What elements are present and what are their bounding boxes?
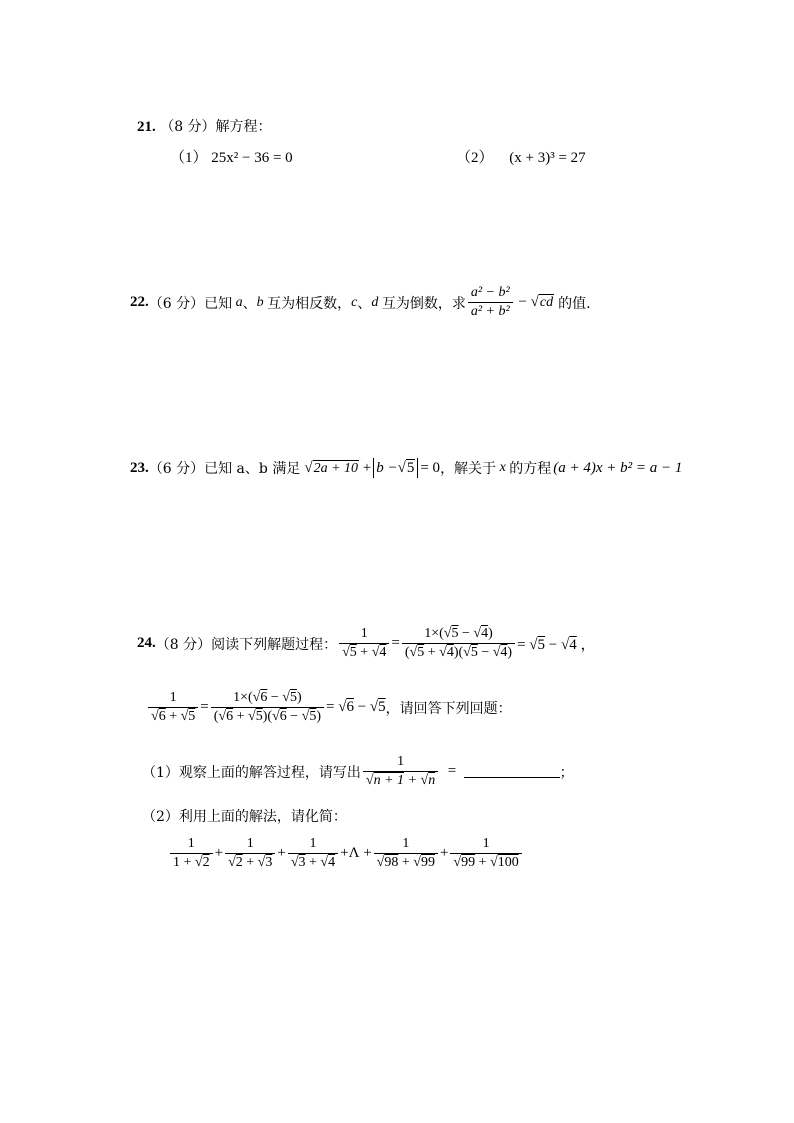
equation: (x + 3)³ = 27: [509, 150, 586, 166]
question-text: 的值.: [558, 295, 591, 312]
fraction: $\frac{1}{√99 + √100}$: [450, 836, 521, 871]
fraction: $\frac{1}{1 + √2}$: [170, 836, 213, 871]
question-text: （8 分）阅读下列解题过程：: [155, 636, 338, 653]
ellipsis: Λ: [348, 845, 360, 861]
fraction: $\frac{1}{√2 + √3}$: [225, 836, 275, 871]
equation: (a + 4)x + b² = a − 1: [553, 459, 683, 476]
equation: 25x² − 36 = 0: [211, 150, 293, 166]
fraction: $\frac{1}{√3 + √4}$: [288, 836, 338, 871]
question-23: 23. （6 分）已知 a、b 满足 √2a + 10 + b − √5 = 0 ，解关于 x 的方程 (a + 4)x + b² = a − 1: [130, 459, 683, 477]
sqrt-expression: √cd: [530, 294, 554, 310]
question-text: ，解关于: [440, 461, 497, 477]
question-text: 的方程: [509, 461, 552, 477]
question-21-header: [137, 116, 272, 136]
question-number: 22.: [130, 294, 149, 310]
question-number: 23.: [130, 459, 149, 476]
part-label: （1）: [170, 150, 208, 166]
question-text: （6 分）已知: [148, 295, 233, 312]
question-text: ，请回答下列回题：: [385, 700, 512, 717]
fraction: $\frac{1}{√n + 1 + √n}$: [363, 754, 438, 789]
fraction: $\frac{1\times(√6 - √5)}{(√6 + √5)(√6 - √5)}$: [211, 690, 324, 725]
fraction: $\frac{1}{√6 + √5}$: [148, 690, 198, 725]
question-text: 互为相反数，: [267, 295, 352, 312]
sqrt-expression: √2a + 10: [304, 459, 359, 476]
question-21-part-2: [456, 146, 586, 167]
sqrt-expression: √5: [397, 459, 415, 476]
question-21-part-1: [170, 146, 293, 167]
sub-question-text: （2）利用上面的解法，请化简：: [142, 809, 347, 825]
absolute-value-bar: [373, 458, 374, 478]
question-24-sub-1: （1）观察上面的解答过程，请写出 $\frac{1}{√n + 1 + √n}$ = ；: [142, 754, 574, 788]
part-label: （2）: [456, 150, 494, 166]
question-text: 互为倒数，求: [381, 295, 466, 312]
absolute-value-bar: [417, 458, 418, 478]
question-number: 24.: [137, 635, 156, 651]
fraction: $\frac{\text{a² − b²}}{\text{a² + b²}}$: [468, 285, 513, 320]
question-24-sum-expression: $\frac{1}{1 + √2}$ + $\frac{1}{√2 + √3}$ + $\frac{1}{√3 + √4}$ + Λ + $\frac{1}{√98 + √99}$ + $\frac{1}{√99 + √100}$: [168, 836, 524, 871]
fraction: $\frac{1}{√98 + √99}$: [374, 836, 438, 871]
sub-question-text: （1）观察上面的解答过程，请写出: [142, 764, 361, 781]
question-24-sub-2: [142, 806, 347, 826]
question-text: （8 分）解方程：: [160, 119, 272, 135]
fraction: $\frac{1}{√5 + √4}$: [339, 626, 389, 661]
question-text: （6 分）已知 a、b 满足: [148, 461, 301, 477]
question-number: 21.: [137, 119, 156, 135]
question-24-line-2: $\frac{1}{√6 + √5}$ = $\frac{1\times(√6 - √5)}{(√6 + √5)(√6 - √5)}$ = √6 − √5 ，请回答下列回题：: [146, 690, 512, 725]
answer-blank[interactable]: [464, 765, 560, 778]
question-24-line-1: 24. （8 分）阅读下列解题过程： $\frac{1}{√5 + √4}$ = $\frac{1\times(√5 - √4)}{(√5 + √4)(√5 - √4)}$ = √5 − √4 ，: [137, 626, 596, 660]
question-22: 22. （6 分）已知 a 、 b 互为相反数， c 、 d 互为倒数，求 $\frac{\text{a² − b²}}{\text{a² + b²}}$ − √cd 的值.: [130, 285, 591, 319]
fraction: $\frac{1\times(√5 - √4)}{(√5 + √4)(√5 - √4)}$: [402, 626, 515, 661]
